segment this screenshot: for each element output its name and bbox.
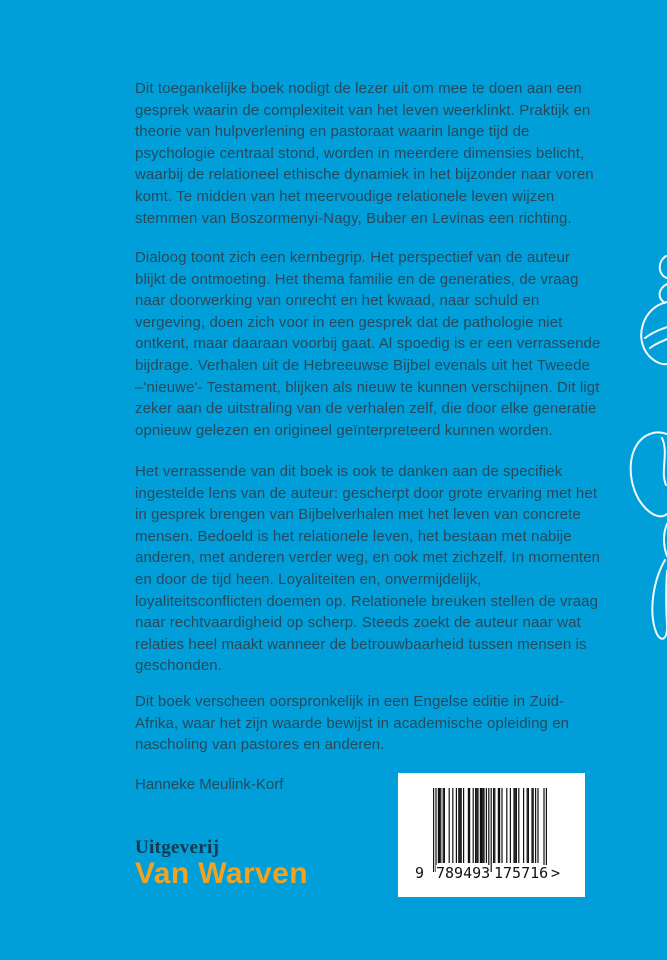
barcode-bars-icon: [433, 788, 547, 872]
barcode-digit-first: 9: [415, 864, 425, 882]
cover-illustration-line-sketch-icon: [612, 238, 667, 658]
author-name: Hanneke Meulink-Korf: [135, 776, 284, 793]
publisher-name: Van Warven: [135, 857, 308, 890]
blurb-paragraph-1: Dit toegankelijke boek nodigt de lezer uit om mee te doen aan een gesprek waarin de complexiteit van het leven weerklinkt. Praktijk en theorie van hulpverlening en pastoraat waarin lange tijd de psychologie centraal stond, worden in meerdere dimensies belicht, waarbij de relationeel ethische dynamiek in het bijzonder naar voren komt. Te midden van het meervoudige relationele leven wijzen stemmen van Boszormenyi-Nagy, Buber en Levinas een richting.: [135, 80, 594, 227]
blurb-paragraph-3: Het verrassende van dit boek is ook te danken aan de specifiek ingestelde lens van de auteur: gescherpt door grote ervaring met het in gesprek brengen van Bijbelverhalen met het leven van concrete mensen. Bedoeld is het relationele leven, het bestaan met nabije anderen, met anderen verder weg, en ook met zichzelf. In momenten en door de tijd heen. Loyaliteiten en, onvermijdelijk, loyaliteitsconflicten doemen op. Relationele breuken stellen de vraag naar rechtvaardigheid op scherp. Steeds zoekt de auteur naar wat relaties heel maakt wanneer de betrouwbaarheid tussen mensen is geschonden.: [135, 463, 601, 675]
blurb-paragraph-2: Dialoog toont zich een kernbegrip. Het perspectief van de auteur blijkt de ontmoeting. Het thema familie en de generaties, de vraag naar doorwerking van onrecht en het kwaad, naar schuld en vergeving, doen zich voor in een gesprek dat de pathologie niet ontkent, maar daaraan voorbij gaat. Al spoedig is er een verrassende bijdrage. Verhalen uit de Hebreeuwse Bijbel evenals uit het Tweede –'nieuwe'- Testament, blijken als nieuw te kunnen verschijnen. Dit ligt zeker aan de uitstraling van de verhalen zelf, die door elke generatie opnieuw gelezen en origineel geïnterpreteerd kunnen worden.: [135, 249, 601, 439]
publisher-imprint-label: Uitgeverij: [135, 837, 220, 858]
publisher-logo: [135, 838, 308, 890]
barcode: [398, 773, 585, 897]
blurb-paragraph-4: Dit boek verscheen oorspronkelijk in een Engelse editie in Zuid-Afrika, waar het zijn waarde bewijst in academische opleiding en nascholing van pastores en anderen.: [135, 693, 570, 754]
barcode-digits-group2: 175716: [494, 864, 549, 882]
barcode-arrow: >: [551, 864, 561, 882]
barcode-digits-group1: 789493: [436, 864, 491, 882]
